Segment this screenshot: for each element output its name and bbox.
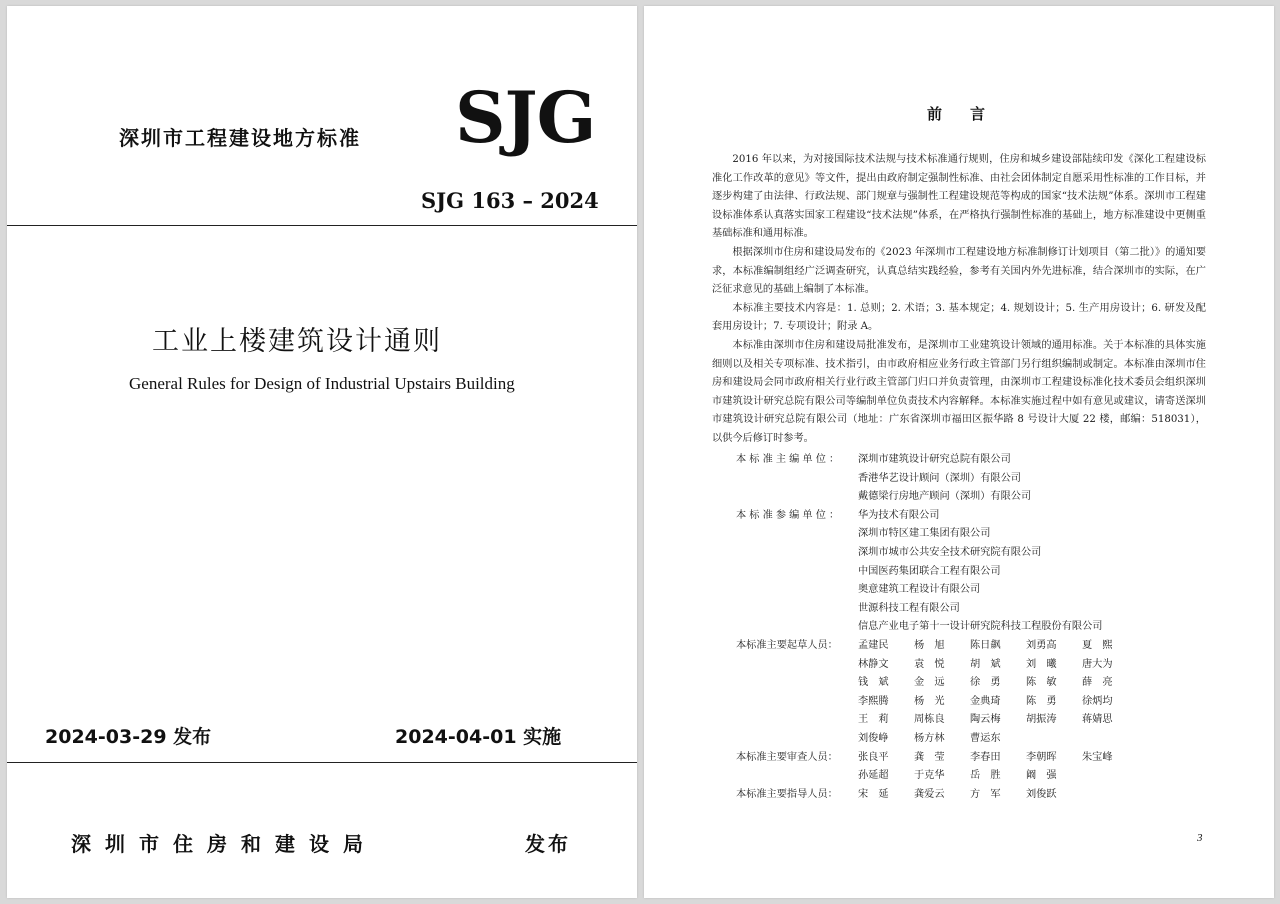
- participant-units-label: 本标准参编单位：: [736, 509, 843, 521]
- advisors-row: [736, 786, 1138, 805]
- drafter-name: 徐 勇: [970, 677, 1001, 689]
- chief-units-list: [858, 451, 1031, 507]
- drafter-name: 刘 曦: [1026, 658, 1057, 670]
- advisor-name: 方 军: [970, 788, 1001, 800]
- chief-unit-name: 深圳市建筑设计研究总院有限公司: [858, 454, 1011, 465]
- divider-bottom: [7, 762, 637, 763]
- drafter-name: 袁 悦: [914, 658, 945, 670]
- reviewer-name: 岳 胜: [970, 770, 1001, 782]
- chief-unit-name: 戴德梁行房地产顾问（深圳）有限公司: [858, 491, 1032, 503]
- standard-series-title: 深圳市工程建设地方标准: [119, 126, 361, 150]
- drafter-name: 王 莉: [858, 714, 889, 726]
- participant-units-list: [858, 507, 1103, 637]
- cover-page: [7, 6, 637, 898]
- drafter-name: 杨方林: [914, 732, 945, 744]
- drafter-name: 林静文: [858, 658, 889, 670]
- drafter-name: 胡振涛: [1026, 714, 1057, 726]
- preface-paragraph: 根据深圳市住房和建设局发布的《2023 年深圳市工程建设地方标准制修订计划项目（第二批）》的通知要求，本标准编制组经广泛调查研究，认真总结实践经验，参考有关国内外先进标准，结合深圳市的实际，在广泛征求意见的基础上编制了本标准。: [712, 246, 1206, 296]
- preface-heading: 前言: [927, 105, 1014, 123]
- reviewer-name: 张良平: [858, 751, 889, 763]
- preface-body: [712, 151, 1206, 449]
- drafter-name: 徐炳均: [1082, 695, 1113, 707]
- drafter-name: 薛 亮: [1082, 677, 1113, 689]
- drafter-name: 刘勇高: [1026, 639, 1057, 651]
- drafter-name: 胡 斌: [970, 658, 1001, 670]
- participant-unit-name: 世源科技工程有限公司: [858, 602, 960, 614]
- publish-label: 发布: [525, 832, 571, 856]
- drafters-list: [858, 637, 1138, 749]
- reviewers-list: [858, 749, 1138, 786]
- reviewer-name: 朱宝峰: [1082, 751, 1113, 763]
- drafter-name: 曹运东: [970, 732, 1001, 744]
- drafters-row: [736, 637, 1138, 749]
- reviewer-name: 李春田: [970, 751, 1001, 763]
- preface-page: [644, 6, 1274, 898]
- drafter-name: 周栋良: [914, 714, 945, 726]
- drafters-label: 本标准主要起草人员：: [736, 639, 838, 651]
- drafter-name: 金典琦: [970, 695, 1001, 707]
- reviewer-name: 孙延超: [858, 770, 889, 782]
- reviewer-name: 李朝晖: [1026, 751, 1057, 763]
- drafter-name: 唐大为: [1082, 658, 1113, 670]
- drafter-name: 陶云梅: [970, 714, 1001, 726]
- document-title-en: General Rules for Design of Industrial Upstairs Building: [129, 374, 515, 393]
- drafter-name: 夏 熙: [1082, 639, 1113, 651]
- drafter-name: 李熙腾: [858, 695, 889, 707]
- chief-units-row: [736, 451, 1138, 507]
- chief-unit-name: 香港华艺设计顾问（深圳）有限公司: [858, 472, 1021, 484]
- preface-paragraph: 本标准由深圳市住房和建设局批准发布，是深圳市工业建筑设计领域的通用标准。关于本标准的具体实施细则以及相关专项标准、技术指引，由市政府相应业务行政主管部门另行组织编制或制定。本标准由深圳市住房和建设局会同市政府相关行业行政主管部门归口并负责管理，由深圳市工程建设标准化技术委员会组织深圳市建筑设计研究总院有限公司等编制单位负责技术内容解释。本标准实施过程中如有意见或建议，请寄送深圳市建筑设计研究总院有限公司（地址：广东省深圳市福田区振华路 8 号设计大厦 22 楼，邮编：518031），以供今后修订时参考。: [712, 339, 1206, 444]
- reviewer-name: 龚 莹: [914, 751, 945, 763]
- drafter-name: 刘俊峥: [858, 732, 889, 744]
- drafter-name: 钱 斌: [858, 677, 889, 689]
- advisor-name: 宋 延: [858, 788, 889, 800]
- advisor-name: 龚爱云: [914, 788, 945, 800]
- preface-paragraph: 2016 年以来，为对接国际技术法规与技术标准通行规则，住房和城乡建设部陆续印发《深化工程建设标准化工作改革的意见》等文件，提出由政府制定强制性标准、由社会团体制定自愿采用性标准的工作目标，并逐步构建了由法律、行政法规、部门规章与强制性工程建设规范等构成的国家“技术法规”体系。深圳市工程建设标准体系认真落实国家工程建设“技术法规”体系，在严格执行强制性标准的基础上，地方标准建设中更侧重基础标准和通用标准。: [712, 154, 1206, 240]
- participant-unit-name: 中国医药集团联合工程有限公司: [858, 565, 1001, 577]
- participant-unit-name: 深圳市特区建工集团有限公司: [858, 528, 991, 540]
- sjg-logo: SJG: [455, 76, 596, 159]
- divider-top: [7, 225, 637, 226]
- drafter-name: 金 远: [914, 677, 945, 689]
- drafter-name: 陈 勇: [1026, 695, 1057, 707]
- page-number: 3: [1197, 832, 1203, 844]
- drafter-name: 陈 敏: [1026, 677, 1057, 689]
- reviewers-row: [736, 749, 1138, 786]
- preface-paragraph: 本标准主要技术内容是：1. 总则；2. 术语；3. 基本规定；4. 规划设计；5. 生产用房设计；6. 研发及配套用房设计；7. 专项设计；附录 A。: [712, 302, 1206, 333]
- participant-unit-name: 华为技术有限公司: [858, 509, 940, 521]
- reviewer-name: 阚 强: [1026, 770, 1057, 782]
- effective-date: 2024-04-01 实施: [395, 726, 562, 748]
- advisors-list: [858, 786, 1138, 805]
- participant-units-row: [736, 507, 1138, 637]
- drafter-name: 杨 光: [914, 695, 945, 707]
- advisors-label: 本标准主要指导人员：: [736, 788, 838, 800]
- issue-date: 2024-03-29 发布: [45, 726, 212, 748]
- contributors-section: [736, 451, 1138, 804]
- reviewer-name: 于克华: [914, 770, 945, 782]
- standard-code: SJG 163 – 2024: [421, 188, 599, 213]
- reviewers-label: 本标准主要审查人员：: [736, 751, 838, 763]
- advisor-name: 刘俊跃: [1026, 788, 1057, 800]
- drafter-name: 杨 旭: [914, 639, 945, 651]
- drafter-name: 陈日飙: [970, 639, 1001, 651]
- chief-units-label: 本标准主编单位：: [736, 454, 843, 465]
- publisher: 深圳市住房和建设局: [71, 832, 377, 856]
- drafter-name: 蒋婧思: [1082, 714, 1113, 726]
- participant-unit-name: 信息产业电子第十一设计研究院科技工程股份有限公司: [858, 621, 1103, 633]
- document-title-cn: 工业上楼建筑设计通则: [152, 326, 442, 357]
- drafter-name: 孟建民: [858, 639, 889, 651]
- participant-unit-name: 奥意建筑工程设计有限公司: [858, 584, 981, 596]
- participant-unit-name: 深圳市城市公共安全技术研究院有限公司: [858, 546, 1042, 558]
